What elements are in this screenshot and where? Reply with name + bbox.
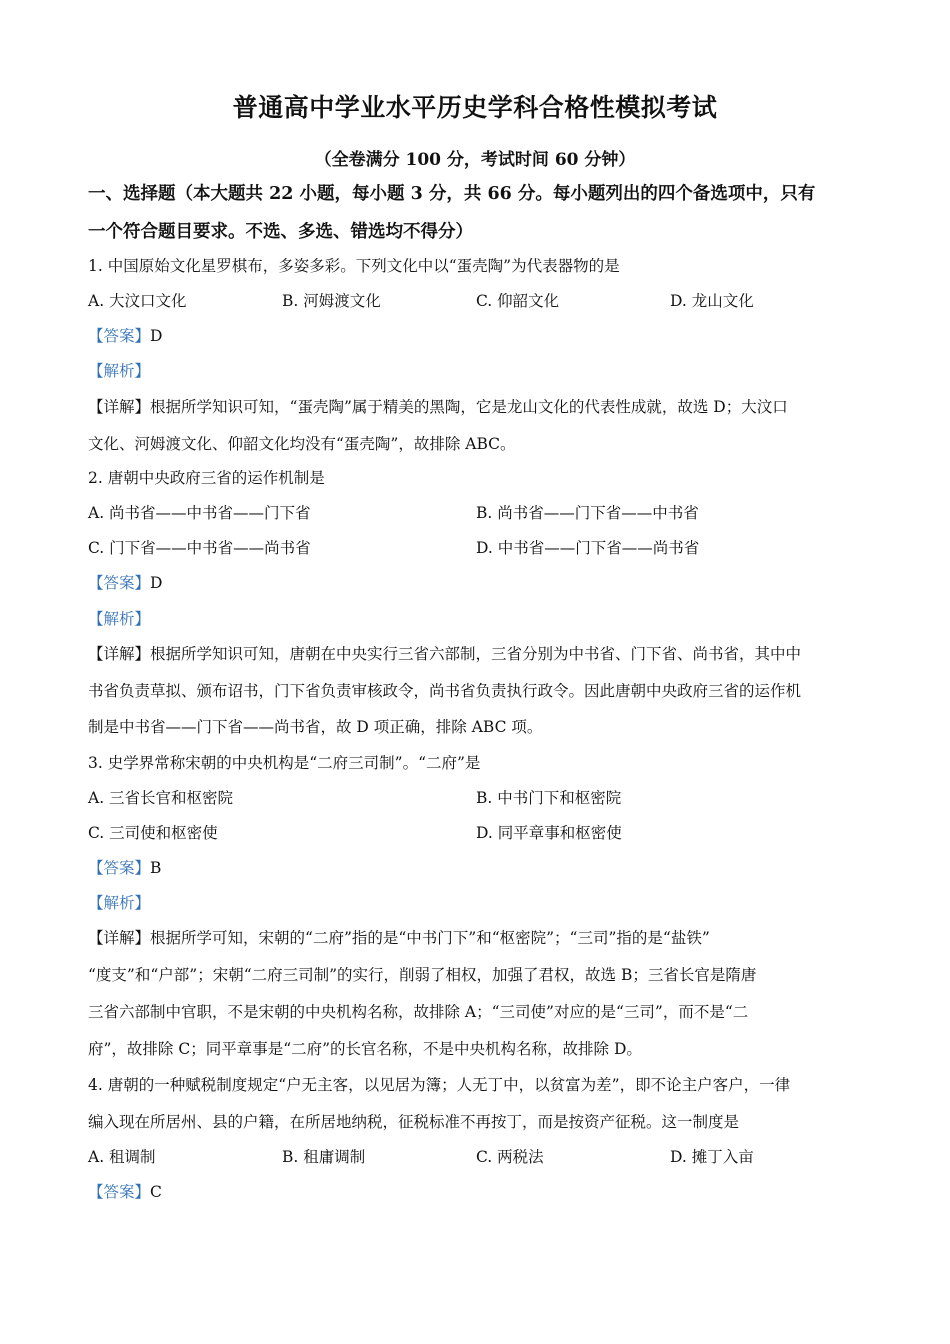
q2-option-c: C. 门下省——中书省——尚书省 xyxy=(88,539,311,557)
q1-answer xyxy=(88,326,162,346)
q1-analysis-label: 【解析】 xyxy=(88,362,151,380)
q3-analysis-label: 【解析】 xyxy=(88,894,151,912)
q4-option-c: C. 两税法 xyxy=(476,1148,544,1166)
question-1-stem: 1. 中国原始文化星罗棋布，多姿多彩。下列文化中以“蛋壳陶”为代表器物的是 xyxy=(88,257,620,275)
q1-detail-line-1 xyxy=(88,397,788,417)
q1-option-d: D. 龙山文化 xyxy=(670,292,754,310)
section-heading-line-2: 一个符合题目要求。不选、多选、错选均不得分） xyxy=(88,222,473,242)
section-heading-line-1: 一、选择题（本大题共 22 小题，每小题 3 分，共 66 分。每小题列出的四个备选项中，只有 xyxy=(88,184,816,204)
q4-option-d: D. 摊丁入亩 xyxy=(670,1148,754,1166)
q3-option-c: C. 三司使和枢密使 xyxy=(88,824,218,842)
q2-option-d: D. 中书省——门下省——尚书省 xyxy=(476,539,700,557)
q3-detail-line-4: 府”，故排除 C；同平章事是“二府”的长官名称，不是中央机构名称，故排除 D。 xyxy=(88,1040,642,1058)
q2-option-a: A. 尚书省——中书省——门下省 xyxy=(88,504,311,522)
q4-option-a: A. 租调制 xyxy=(88,1148,156,1166)
q4-option-b: B. 租庸调制 xyxy=(282,1148,366,1166)
question-2-stem: 2. 唐朝中央政府三省的运作机制是 xyxy=(88,469,325,487)
q1-option-b: B. 河姆渡文化 xyxy=(282,292,381,310)
q4-answer-value: C xyxy=(150,1183,162,1201)
detail-label: 【详解】 xyxy=(88,398,151,416)
detail-label: 【详解】 xyxy=(88,645,151,663)
q3-option-d: D. 同平章事和枢密使 xyxy=(476,824,622,842)
q3-option-b: B. 中书门下和枢密院 xyxy=(476,789,622,807)
q1-detail-text-1: 根据所学知识可知，“蛋壳陶”属于精美的黑陶，它是龙山文化的代表性成就，故选 D；大汶口 xyxy=(150,398,788,416)
answer-label: 【答案】 xyxy=(88,859,151,877)
q2-option-b: B. 尚书省——门下省——中书省 xyxy=(476,504,699,522)
q3-option-a: A. 三省长官和枢密院 xyxy=(88,789,234,807)
q4-answer xyxy=(88,1182,162,1202)
q3-detail-text-1: 根据所学可知，宋朝的“二府”指的是“中书门下”和“枢密院”；“三司”指的是“盐铁” xyxy=(150,929,710,947)
answer-label: 【答案】 xyxy=(88,574,151,592)
section-heading xyxy=(88,175,868,251)
question-4-stem-line-1: 4. 唐朝的一种赋税制度规定“户无主客，以见居为簿；人无丁中，以贫富为差”，即不论主户客户，一律 xyxy=(88,1076,791,1094)
q2-answer xyxy=(88,573,162,593)
question-4-stem-line-2: 编入现在所居州、县的户籍，在所居地纳税，征税标准不再按丁，而是按资产征税。这一制度是 xyxy=(88,1113,740,1131)
q2-detail-text-1: 根据所学知识可知，唐朝在中央实行三省六部制，三省分别为中书省、门下省、尚书省，其中中 xyxy=(150,645,802,663)
q1-detail-line-2: 文化、河姆渡文化、仰韶文化均没有“蛋壳陶”，故排除 ABC。 xyxy=(88,435,516,453)
q3-answer xyxy=(88,858,161,878)
q2-detail-line-3: 制是中书省——门下省——尚书省，故 D 项正确，排除 ABC 项。 xyxy=(88,718,543,736)
q3-detail-line-3: 三省六部制中官职，不是宋朝的中央机构名称，故排除 A；“三司使”对应的是“三司”，而不是“二 xyxy=(88,1003,749,1021)
q3-detail-line-1 xyxy=(88,928,710,948)
answer-label: 【答案】 xyxy=(88,327,151,345)
question-3-stem: 3. 史学界常称宋朝的中央机构是“二府三司制”。“二府”是 xyxy=(88,754,481,772)
q3-answer-value: B xyxy=(150,859,162,877)
exam-info: （全卷满分 100 分，考试时间 60 分钟） xyxy=(314,150,636,170)
q3-detail-line-2: “度支”和“户部”；宋朝“二府三司制”的实行，削弱了相权，加强了君权，故选 B；三省长官是隋唐 xyxy=(88,966,757,984)
q2-answer-value: D xyxy=(150,574,163,592)
q2-detail-line-2: 书省负责草拟、颁布诏书，门下省负责审核政令，尚书省负责执行政令。因此唐朝中央政府三省的运作机 xyxy=(88,682,802,700)
answer-label: 【答案】 xyxy=(88,1183,151,1201)
q2-analysis-label: 【解析】 xyxy=(88,610,151,628)
q1-option-c: C. 仰韶文化 xyxy=(476,292,560,310)
q1-answer-value: D xyxy=(150,327,163,345)
page-title: 普通高中学业水平历史学科合格性模拟考试 xyxy=(232,93,718,122)
q2-detail-line-1 xyxy=(88,644,801,664)
q1-option-a: A. 大汶口文化 xyxy=(88,292,187,310)
detail-label: 【详解】 xyxy=(88,929,151,947)
